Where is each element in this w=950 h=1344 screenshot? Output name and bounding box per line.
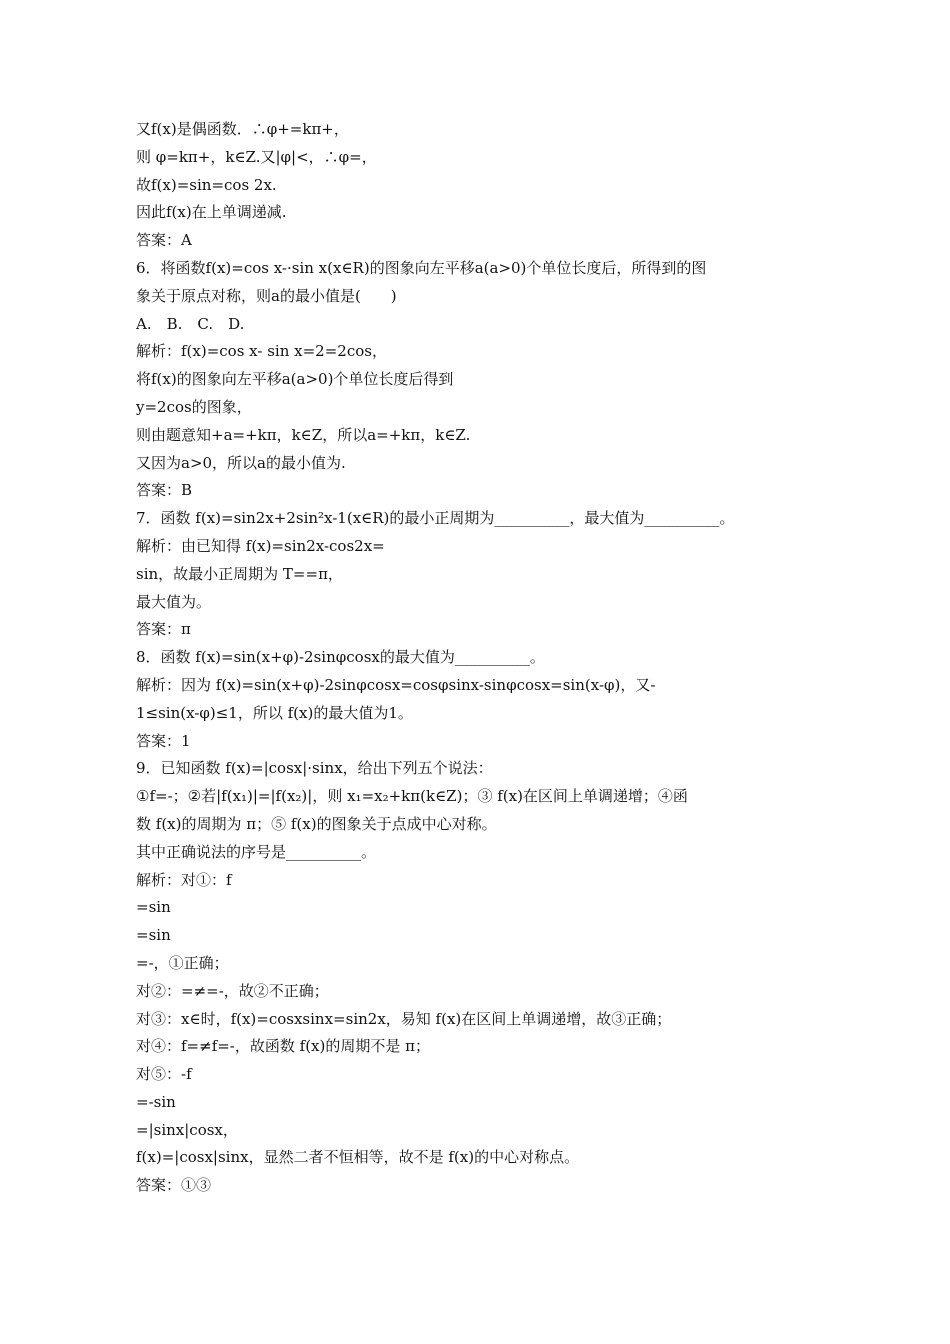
text-line: sin，故最小正周期为 T==π， xyxy=(136,564,343,583)
document-body xyxy=(136,116,826,1200)
text-line: 对③：x∈时，f(x)=cosxsinx=sin2x，易知 f(x)在区间上单调递增，故③正确； xyxy=(136,1009,672,1028)
text-line: 答案：π xyxy=(136,620,191,639)
text-line: 最大值为。 xyxy=(136,592,212,611)
text-line: =-sin xyxy=(136,1092,176,1111)
text-line: 解析：由已知得 f(x)=sin2x-cos2x= xyxy=(136,536,385,555)
text-line: 解析：因为 f(x)=sin(x+φ)-2sinφcosx=cosφsinx-sinφcosx=sin(x-φ)，又- xyxy=(136,675,656,694)
text-line: 将f(x)的图象向左平移a(a>0)个单位长度后得到 xyxy=(136,370,454,389)
text-line: 9．已知函数 f(x)=|cosx|·sinx，给出下列五个说法： xyxy=(136,759,493,778)
text-line: =sin xyxy=(136,926,171,945)
text-line: 答案：1 xyxy=(136,731,191,750)
text-line: 答案：A xyxy=(136,231,192,250)
text-line: 对④：f=≠f=-，故函数 f(x)的周期不是 π； xyxy=(136,1037,430,1056)
text-line: =sin xyxy=(136,898,171,917)
text-line: 对②：=≠=-，故②不正确； xyxy=(136,981,329,1000)
text-line: 答案：B xyxy=(136,481,193,500)
text-line: =|sinx|cosx， xyxy=(136,1120,238,1139)
text-line: 则由题意知+a=+kπ，k∈Z，所以a=+kπ，k∈Z. xyxy=(136,425,471,444)
text-line: A. B. C. D. xyxy=(136,314,245,333)
text-line: 6．将函数f(x)=cos x-·sin x(x∈R)的图象向左平移a(a>0)个单位长度后，所得到的图 xyxy=(136,258,707,277)
text-line: 解析：f(x)=cos x- sin x=2=2cos， xyxy=(136,342,387,361)
text-line: 7．函数 f(x)=sin2x+2sin²x-1(x∈R)的最小正周期为__________，最大值为__________。 xyxy=(136,509,735,528)
text-line: 因此f(x)在上单调递减. xyxy=(136,203,287,222)
text-line: =-，①正确； xyxy=(136,953,229,972)
text-line: 其中正确说法的序号是__________。 xyxy=(136,842,377,861)
text-line: f(x)=|cosx|sinx，显然二者不恒相等，故不是 f(x)的中心对称点。 xyxy=(136,1148,580,1167)
text-line: 对⑤：-f xyxy=(136,1065,192,1084)
text-line: 又f(x)是偶函数．∴φ+=kπ+， xyxy=(136,120,349,138)
text-line: y=2cos的图象， xyxy=(136,397,252,416)
text-line: 解析：对①：f xyxy=(136,870,232,889)
text-line: 又因为a>0，所以a的最小值为. xyxy=(136,453,346,472)
text-line: 答案：①③ xyxy=(136,1176,212,1195)
text-line: 象关于原点对称，则a的最小值是( ) xyxy=(136,286,397,305)
text-line: ①f=-；②若|f(x₁)|=|f(x₂)|，则 x₁=x₂+kπ(k∈Z)；③ f(x)在区间上单调递增；④函 xyxy=(136,787,688,806)
text-line: 1≤sin(x-φ)≤1，所以 f(x)的最大值为1。 xyxy=(136,703,413,722)
text-line: 8．函数 f(x)=sin(x+φ)-2sinφcosx的最大值为__________。 xyxy=(136,648,545,667)
text-line: 则 φ=kπ+，k∈Z.又|φ|<，∴φ=， xyxy=(136,147,377,166)
text-line: 数 f(x)的周期为 π；⑤ f(x)的图象关于点成中心对称。 xyxy=(136,814,497,833)
text-line: 故f(x)=sin=cos 2x. xyxy=(136,175,277,194)
